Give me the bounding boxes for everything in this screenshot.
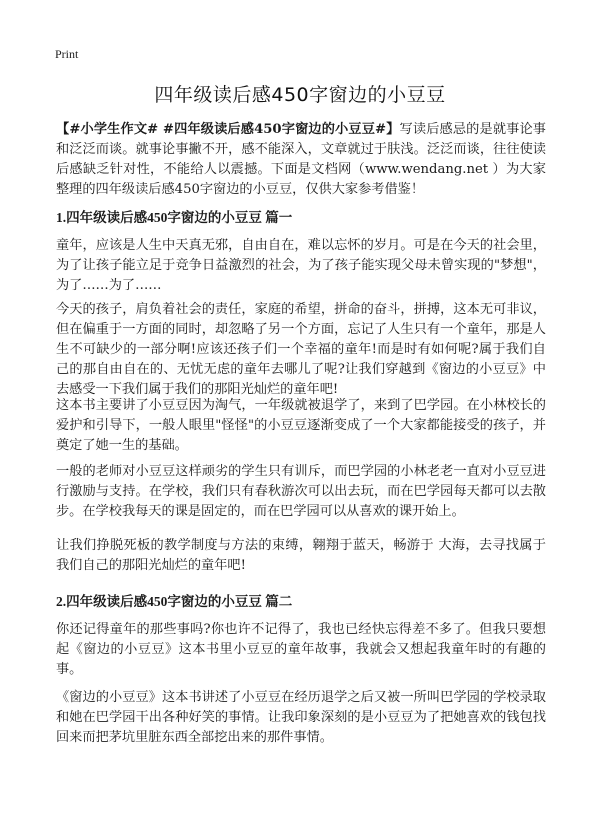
section-1-paragraph-5 — [56, 536, 546, 576]
paragraph-text: 你还记得童年的那些事吗?你也许不记得了，我也已经快忘得差不多了。但我只要想起《窗边的小豆豆》这本书里小豆豆的童年故事，我就会又想起我童年时的有趣的事。 — [56, 622, 546, 677]
intro-tags: 【#小学生作文# #四年级读后感450字窗边的小豆豆#】 — [56, 122, 400, 137]
paragraph-text: 让我们挣脱死板的教学制度与方法的束缚，翱翔于蓝天，畅游于 大海，去寻找属于我们自己的那阳光灿烂的童年吧! — [56, 538, 546, 573]
paragraph-text: 今天的孩子，肩负着社会的责任，家庭的希望，拼命的奋斗，拼搏，这本无可非议，但在偏重于一方面的同时，却忽略了另一个方面，忘记了人生只有一个童年，那是人生不可缺少的一部分啊!应该还孩子们一个幸福的童年!而是时有如何呢?属于我们自己的那自由自在的、无忧无虑的童年去哪儿了呢?让我们穿越到《窗边的小豆豆》中去感受一下我们属于我们的那阳光灿烂的童年吧! — [56, 302, 546, 397]
section-2-paragraph-1 — [56, 620, 546, 680]
section-1-paragraph-4 — [56, 462, 546, 522]
print-link[interactable]: Print — [55, 47, 79, 61]
section-1-paragraph-1 — [56, 236, 546, 296]
intro-text: 写读后感忌的是就事论事和泛泛而谈。就事论事撇不开，感不能深入，文章就过于肤浅。泛泛而谈，往往使读后感缺乏针对性，不能给人以震撼。下面是文档网（www.wendang.net ）为大家整理的四年级读后感450字窗边的小豆豆，仅供大家参考借鉴！ — [56, 122, 546, 197]
section-1-paragraph-3 — [56, 396, 546, 456]
paragraph-text: 这本书主要讲了小豆豆因为淘气，一年级就被退学了，来到了巴学园。在小林校长的爱护和引导下，一般人眼里"怪怪"的小豆豆逐渐变成了一个大家都能接受的孩子，并奠定了她一生的基础。 — [56, 398, 546, 453]
paragraph-text: 童年，应该是人生中天真无邪，自由自在，难以忘怀的岁月。可是在今天的社会里，为了让孩子能立足于竞争日益激烈的社会，为了孩子能实现父母未曾实现的"梦想"，为了……为了…… — [56, 238, 546, 293]
section-2-paragraph-2 — [56, 688, 546, 748]
section-1-heading: 1.四年级读后感450字窗边的小豆豆 篇一 — [56, 210, 293, 225]
section-1-paragraph-2 — [56, 300, 546, 400]
intro-paragraph — [56, 120, 546, 200]
page-title: 四年级读后感450字窗边的小豆豆 — [154, 84, 446, 106]
section-2-heading: 2.四年级读后感450字窗边的小豆豆 篇二 — [56, 594, 293, 609]
paragraph-text: 一般的老师对小豆豆这样顽劣的学生只有训斥，而巴学园的小林老老一直对小豆豆进行激励与支持。在学校，我们只有春秋游次可以出去玩，而在巴学园每天都可以去散步。在学校我每天的课是固定的，而在巴学园可以从喜欢的课开始上。 — [56, 464, 546, 519]
paragraph-text: 《窗边的小豆豆》这本书讲述了小豆豆在经历退学之后又被一所叫巴学园的学校录取和她在巴学园干出各种好笑的事情。让我印象深刻的是小豆豆为了把她喜欢的钱包找回来而把茅坑里脏东西全部挖出来的那件事情。 — [56, 690, 546, 745]
